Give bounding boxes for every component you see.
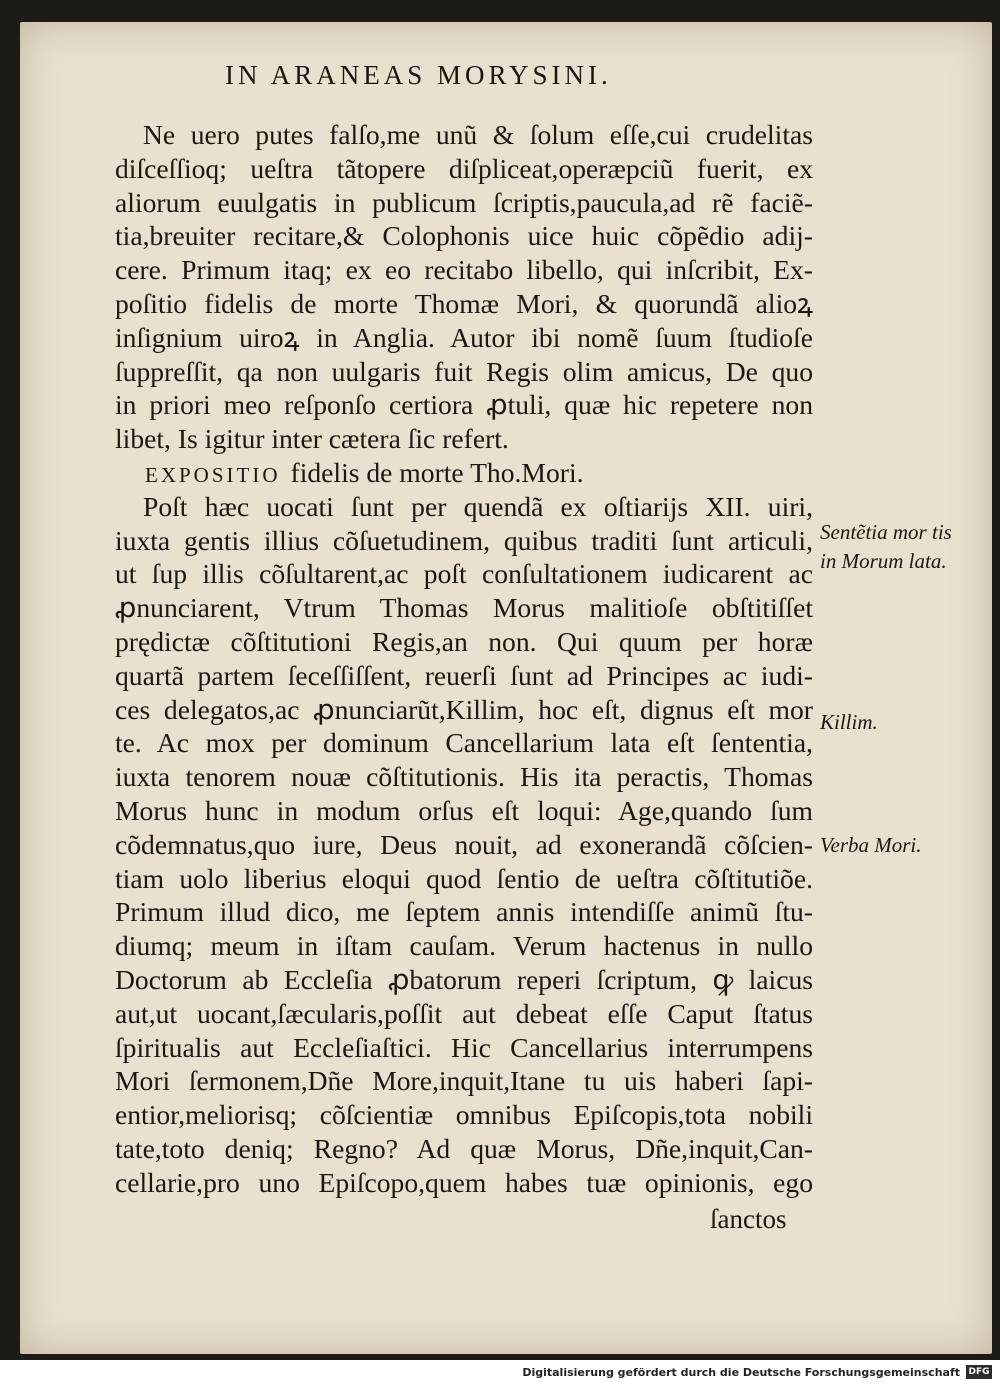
text-line: inſignium uiroꝝ in Anglia. Autor ibi nomẽ ſuum ſtudioſe [115, 321, 813, 353]
margin-note-sentence: Sentẽtia mor tis in Morum lata. [820, 520, 952, 573]
text-line: cellarie,pro uno Epiſcopo,quem habes tuæ opinionis, ego [115, 1166, 813, 1198]
body-text [115, 118, 813, 1200]
text-line: in priori meo reſponſo certiora ꝓtuli, quæ hic repetere non [115, 389, 813, 421]
text-line: ut ſup illis cõſultarent,ac poſt conſultationem iudicarent ac [115, 558, 813, 590]
dfg-logo: DFG [966, 1365, 992, 1379]
text-line: tia,breuiter recitare,& Colophonis uice huic cõpẽdio adij- [115, 220, 813, 252]
text-line: Morus hunc in modum orſus eſt loqui: Age,quando ſum [115, 794, 813, 826]
text-line: Primum illud dico, me ſeptem annis intendiſſe animũ ſtu- [115, 896, 813, 928]
text-line: ſuppreſſit, qa non uulgaris fuit Regis olim amicus, De quo [115, 355, 813, 387]
text-line: libet, Is igitur inter cætera ſic refert. [115, 423, 509, 455]
text-line: Ne uero putes falſo,me unũ & ſolum eſſe,cui crudelitas [143, 119, 813, 150]
text-line: tate,toto deniq; Regno? Ad quæ Morus, Dñe,inquit,Can- [115, 1132, 813, 1164]
text-line: ces delegatos,ac ꝓnunciarũt,Killim, hoc eſt, dignus eſt mor [115, 693, 813, 725]
text-line: ꝓnunciarent, Vtrum Thomas Morus malitioſe obſtitiſſet [115, 592, 813, 624]
text-line: Poſt hæc uocati ſunt per quendã ex oſtiarijs XII. uiri, [143, 490, 813, 522]
text-line: te. Ac mox per dominum Cancellarium lata eſt ſententia, [115, 727, 813, 759]
running-header: IN ARANEAS MORYSINI. [225, 60, 612, 90]
text-line: aut,ut uocant,ſæcularis,poſſit aut debeat eſſe Caput ſtatus [115, 997, 813, 1029]
catchword: ſanctos [710, 1204, 787, 1234]
text-line: diſceſſioq; ueſtra tãtopere diſpliceat,operæpciũ fuerit, ex [115, 152, 813, 184]
text-line: Mori ſermonem,Dñe More,inquit,Itane tu uis haberi ſapi- [115, 1065, 813, 1097]
text-line: Doctorum ab Eccleſia ꝓbatorum reperi ſcriptum, ꝙ laicus [115, 963, 813, 995]
text-line: poſitio fidelis de morte Thomæ Mori, & quorundã alioꝝ [115, 287, 813, 319]
text-line: entior,meliorisq; cõſcientiæ omnibus Epiſcopis,tota nobili [115, 1099, 813, 1131]
text-line: prędictæ cõſtitutioni Regis,an non. Qui quum per horæ [115, 625, 813, 657]
margin-note-killim: Killim. [820, 710, 878, 734]
text-line: tiam uolo liberius eloqui quod ſentio de ueſtra cõſtitutiõe. [115, 862, 813, 894]
section-heading-caps: EXPOSITIO [145, 462, 281, 487]
text-line: iuxta tenorem nouæ cõſtitutionis. His ita peractis, Thomas [115, 761, 813, 793]
text-line: iuxta gentis illius cõſuetudinem, quibus traditi ſunt articuli, [115, 524, 813, 556]
section-heading [115, 456, 813, 490]
section-heading-text: fidelis de morte Tho.Mori. [290, 456, 584, 488]
text-line: cere. Primum itaq; ex eo recitabo libello, qui inſcribit, Ex- [115, 254, 813, 286]
footer-credit: Digitalisierung gefördert durch die Deutsche Forschungsgemeinschaft [522, 1366, 960, 1379]
text-line: aliorum euulgatis in publicum ſcriptis,paucula,ad rẽ faciẽ- [115, 186, 813, 218]
text-line: quartã partem ſeceſſiſſent, reuerſi ſunt ad Principes ac iudi- [115, 659, 813, 691]
text-line: cõdemnatus,quo iure, Deus nouit, ad exonerandã cõſcien- [115, 828, 813, 860]
margin-note-verba: Verba Mori. [820, 833, 922, 857]
text-line: diumq; meum in iſtam cauſam. Verum hactenus in nullo [115, 930, 813, 962]
text-line: ſpiritualis aut Eccleſiaſtici. Hic Cancellarius interrumpens [115, 1031, 813, 1063]
